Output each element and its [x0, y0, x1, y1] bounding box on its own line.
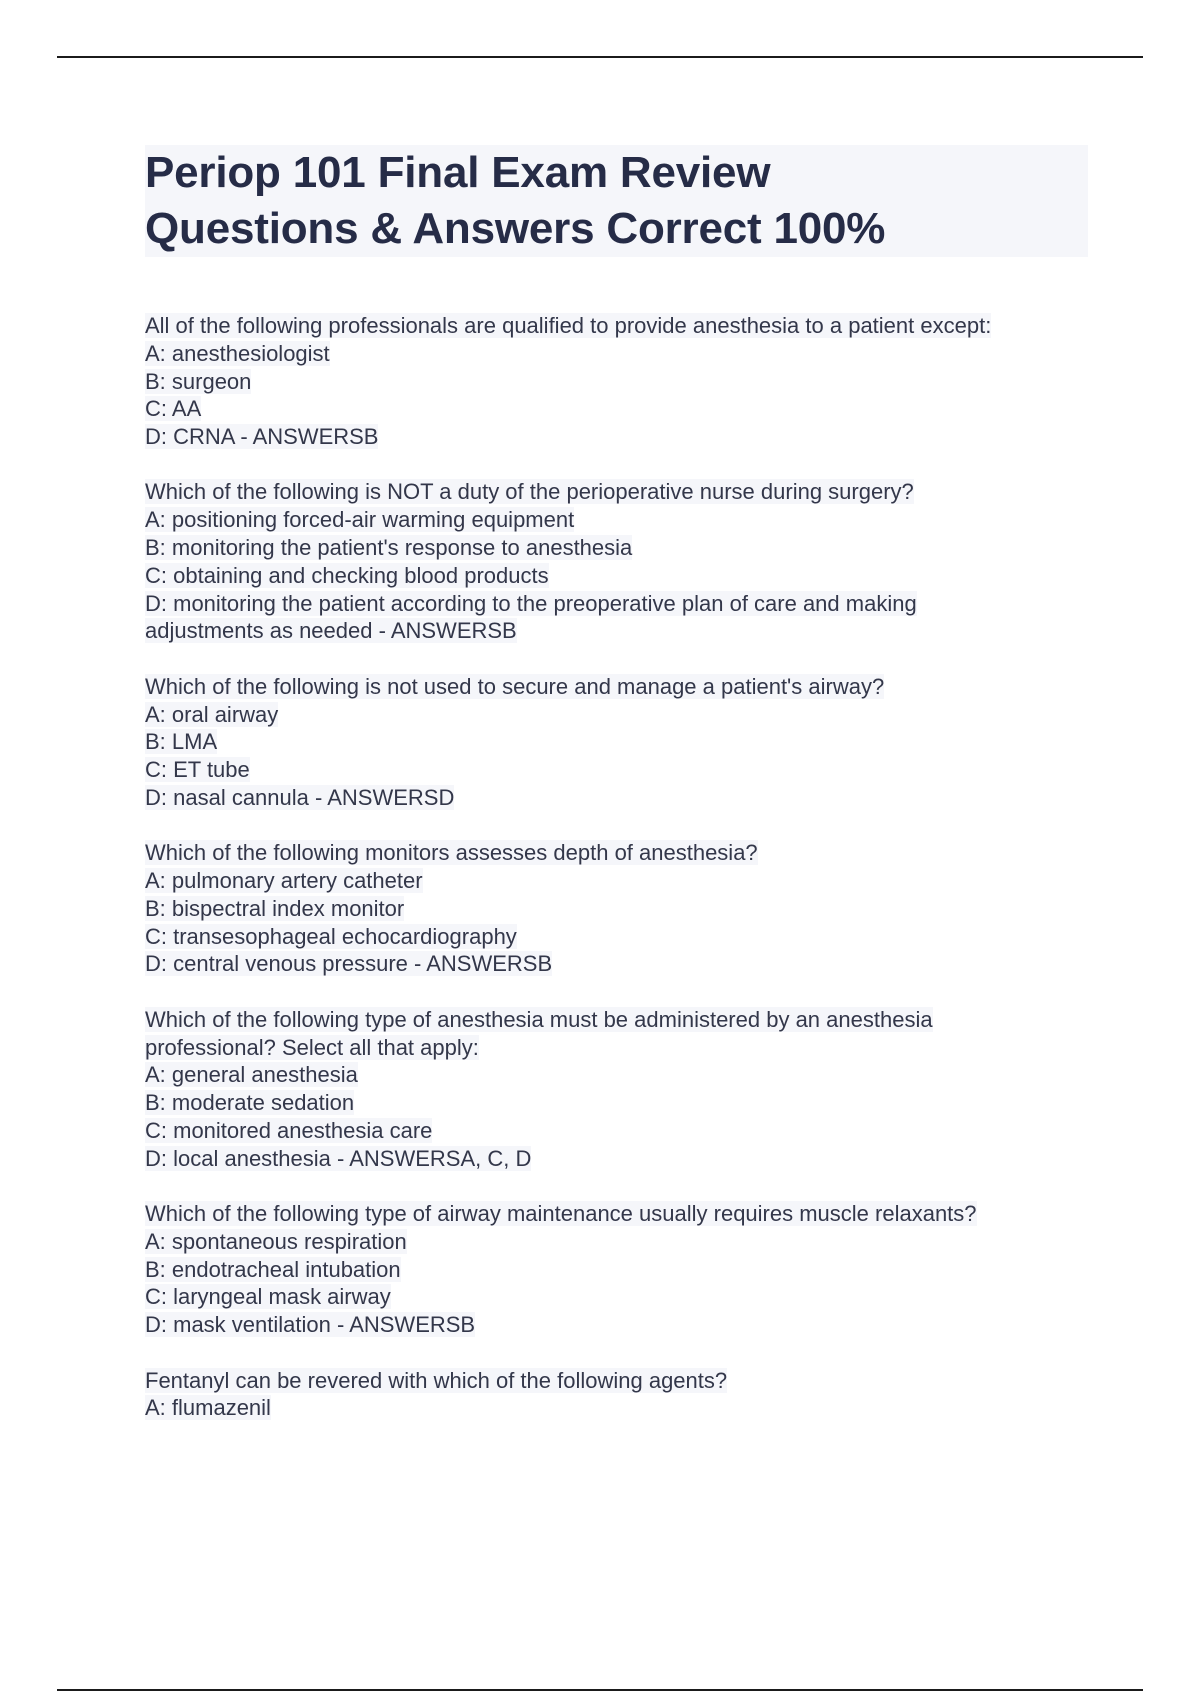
document-title-line: Questions & Answers Correct 100%: [145, 204, 886, 253]
question-text: All of the following professionals are qualified to provide anesthesia to a patient except:: [145, 313, 992, 338]
question-text: professional? Select all that apply:: [145, 1034, 479, 1060]
document-title-line: Periop 101 Final Exam Review: [145, 148, 771, 197]
document-title-block: [145, 145, 1088, 257]
question-text: Which of the following type of airway maintenance usually requires muscle relaxants?: [145, 1201, 977, 1227]
question-item: [145, 312, 1095, 451]
answer-option: C: ET tube: [145, 757, 250, 783]
answer-option: A: spontaneous respiration: [145, 1228, 407, 1254]
answer-option: D: local anesthesia - ANSWERSA, C, D: [145, 1145, 532, 1171]
question-item: [145, 1006, 1095, 1173]
question-item: [145, 478, 1095, 645]
footer-rule: [57, 1689, 1143, 1691]
answer-option: B: surgeon: [145, 368, 252, 394]
question-item: [145, 1200, 1095, 1339]
question-text: Fentanyl can be revered with which of the following agents?: [145, 1367, 728, 1393]
answer-option: A: oral airway: [145, 701, 279, 727]
question-item: [145, 1367, 1095, 1423]
answer-option: C: laryngeal mask airway: [145, 1284, 391, 1310]
answer-option: D: monitoring the patient according to the preoperative plan of care and making: [145, 590, 917, 616]
answer-option: B: moderate sedation: [145, 1090, 355, 1116]
answer-option: C: monitored anesthesia care: [145, 1117, 433, 1143]
question-text: Which of the following is NOT a duty of the perioperative nurse during surgery?: [145, 479, 914, 505]
answer-option: D: mask ventilation - ANSWERSB: [145, 1312, 476, 1338]
answer-option: A: flumazenil: [145, 1395, 271, 1421]
answer-option: A: pulmonary artery catheter: [145, 868, 423, 894]
answer-option: B: LMA: [145, 729, 218, 755]
question-item: [145, 673, 1095, 812]
answer-option: C: transesophageal echocardiography: [145, 923, 517, 949]
answer-option: A: positioning forced-air warming equipment: [145, 507, 575, 533]
question-text: Which of the following type of anesthesia must be administered by an anesthesia: [145, 1006, 933, 1032]
answer-option: B: monitoring the patient's response to anesthesia: [145, 535, 633, 561]
answer-option: B: bispectral index monitor: [145, 895, 405, 921]
answer-option: C: obtaining and checking blood products: [145, 562, 549, 588]
question-item: [145, 839, 1095, 978]
answer-option: D: CRNA - ANSWERSB: [145, 424, 379, 450]
question-text: Which of the following is not used to secure and manage a patient's airway?: [145, 673, 885, 699]
answer-option: B: endotracheal intubation: [145, 1256, 401, 1282]
answer-option: D: nasal cannula - ANSWERSD: [145, 784, 455, 810]
header-rule: [57, 56, 1143, 58]
question-text: Which of the following monitors assesses depth of anesthesia?: [145, 840, 758, 866]
answer-option: A: anesthesiologist: [145, 340, 330, 366]
answer-option: D: central venous pressure - ANSWERSB: [145, 951, 553, 977]
question-list: [145, 312, 1095, 1450]
answer-option: C: AA: [145, 396, 202, 422]
answer-option: A: general anesthesia: [145, 1062, 358, 1088]
document-title: [145, 145, 1088, 257]
answer-option: adjustments as needed - ANSWERSB: [145, 618, 517, 644]
